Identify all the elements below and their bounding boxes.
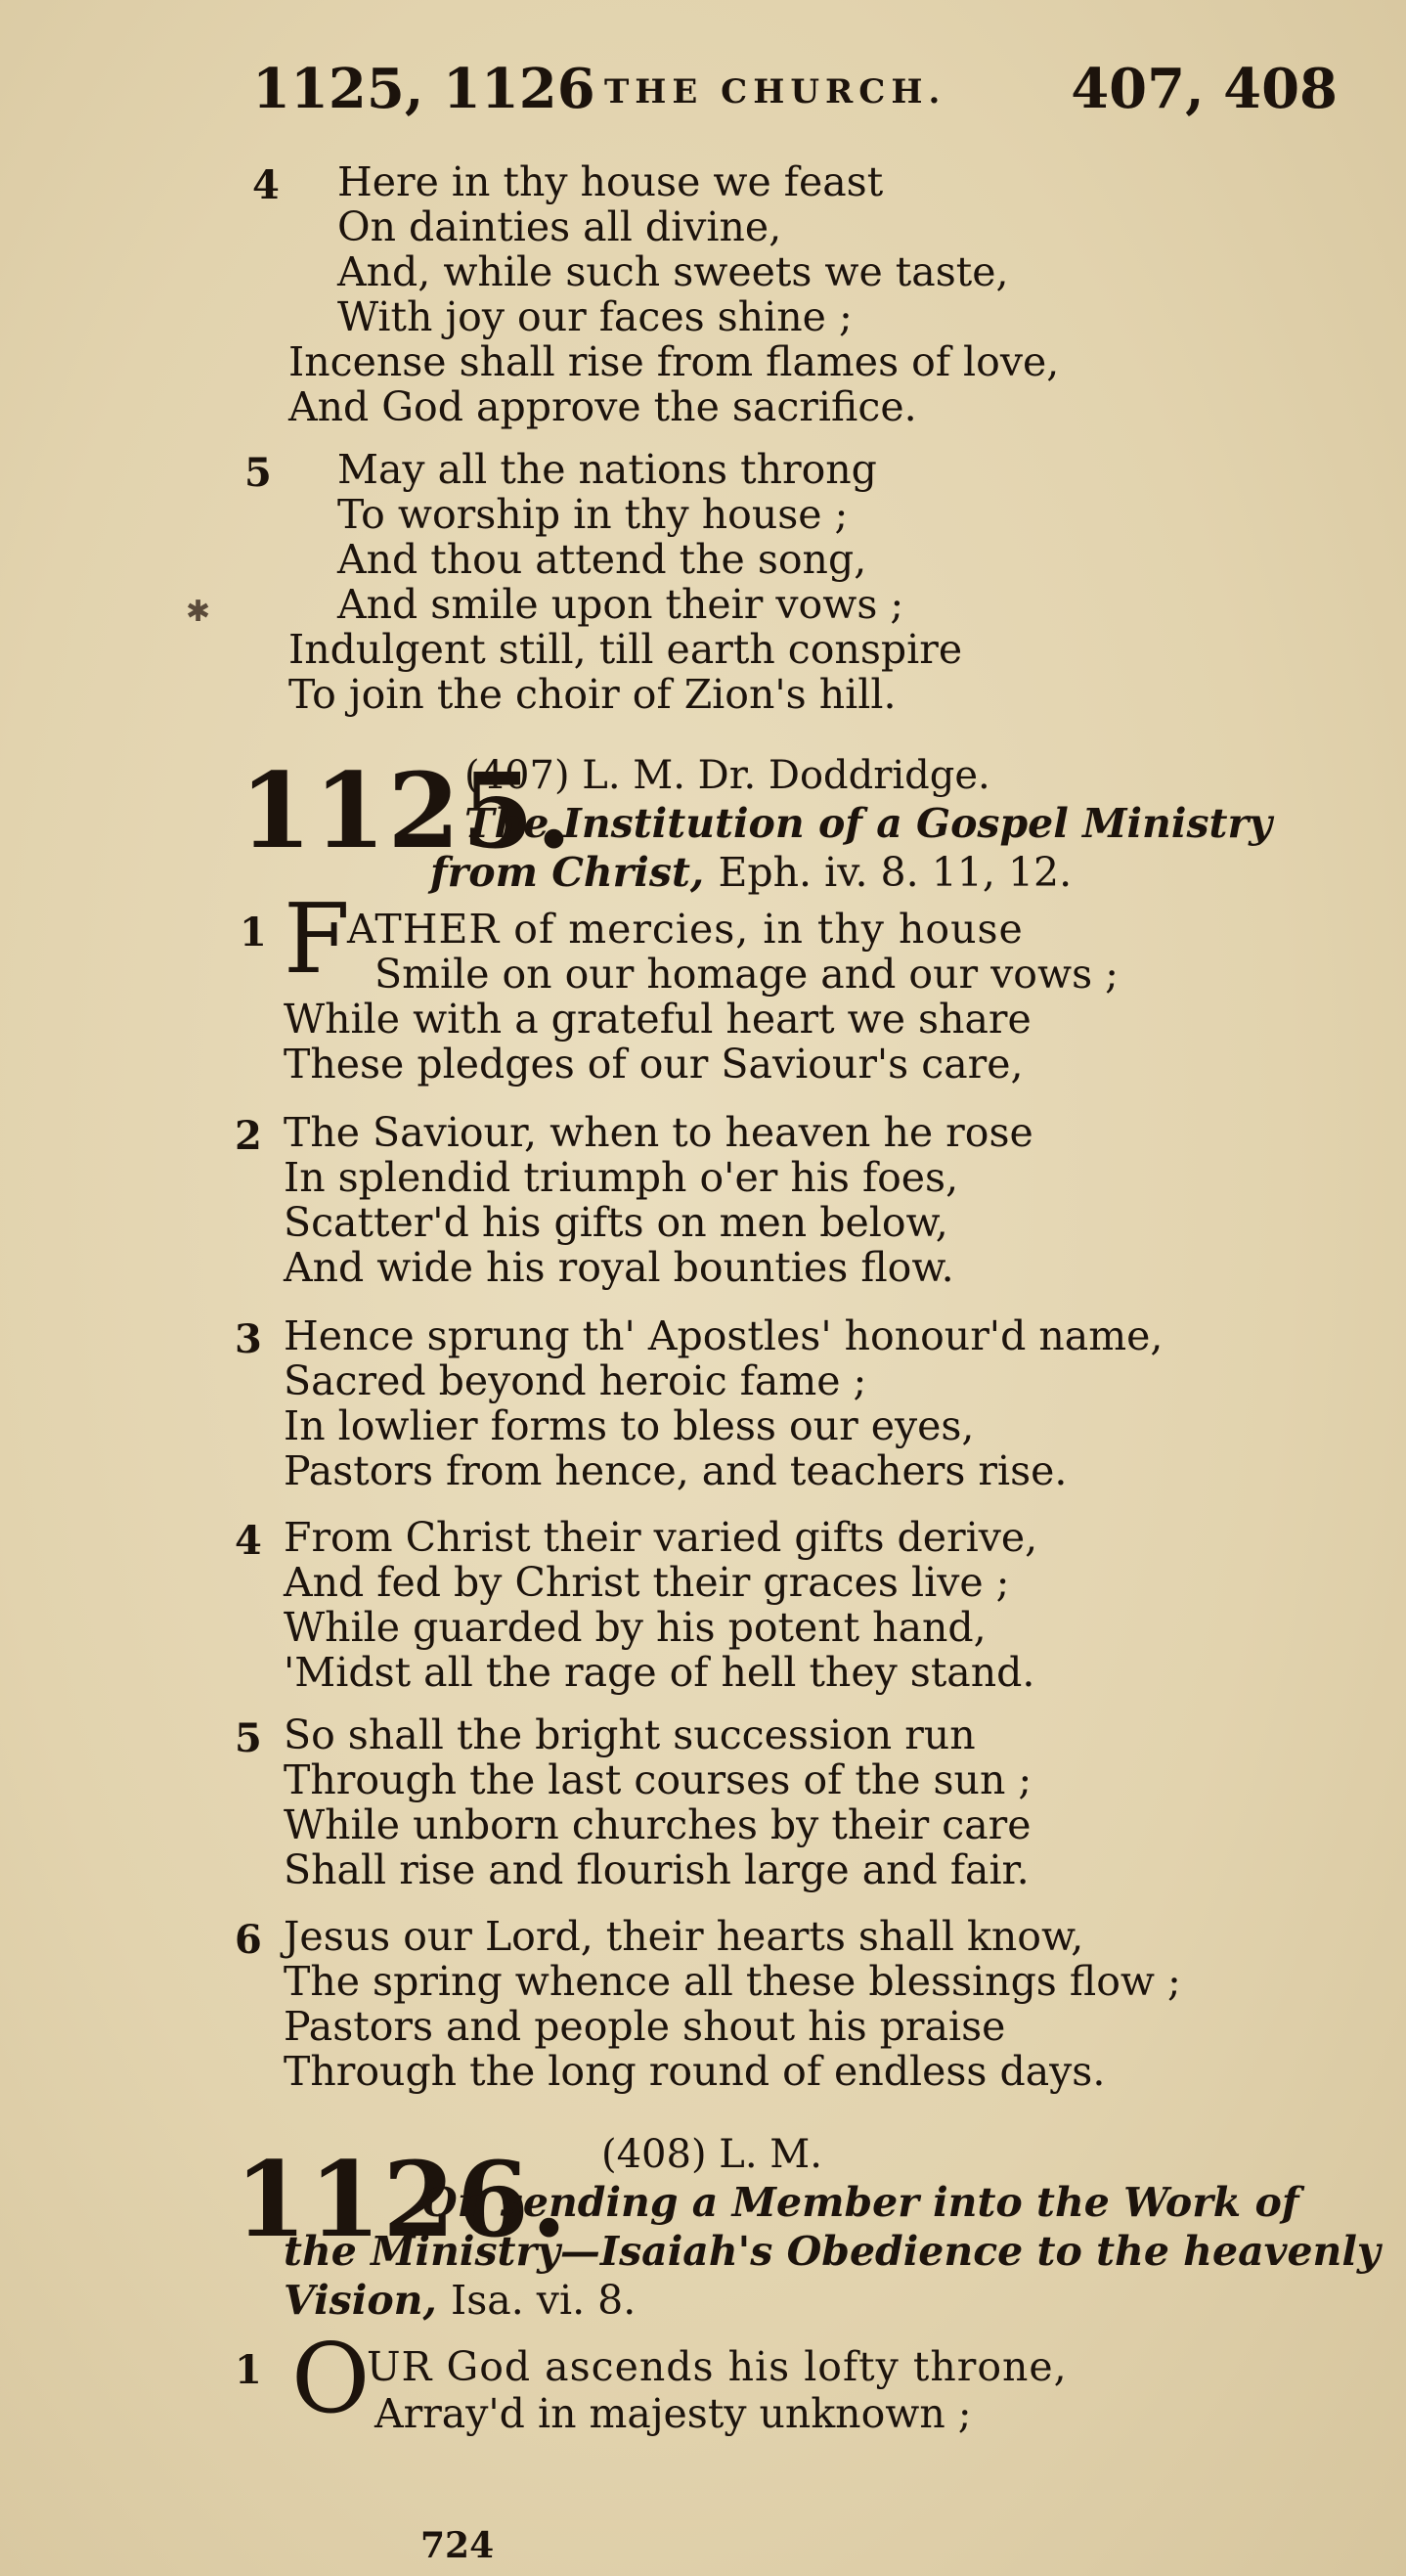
verse-number: 3 <box>235 1316 262 1362</box>
verse-line: Sacred beyond heroic fame ; <box>284 1357 867 1404</box>
hymn-title-continued: the Ministry—Isaiah's Obedience to the heavenly <box>284 2228 1381 2275</box>
verse-number: 4 <box>252 162 280 208</box>
running-header <box>252 57 1338 125</box>
verse-number: 4 <box>235 1518 262 1564</box>
verse-line: Array'd in majesty unknown ; <box>374 2390 972 2437</box>
verse-number: 5 <box>235 1715 262 1761</box>
verse-line: To join the choir of Zion's hill. <box>288 671 897 718</box>
verse-line: From Christ their varied gifts derive, <box>284 1514 1038 1561</box>
hymn-meta: (408) L. M. <box>601 2132 822 2177</box>
hymn-title: On sending a Member into the Work of <box>422 2179 1299 2226</box>
verse-number: 6 <box>235 1917 262 1963</box>
verse-line: Pastors and people shout his praise <box>284 2003 1006 2050</box>
verse-line: May all the nations throng <box>337 446 877 493</box>
verse-line: Hence sprung th' Apostles' honour'd name, <box>284 1312 1164 1359</box>
verse-line: In splendid triumph o'er his foes, <box>284 1154 959 1201</box>
verse-line: In lowlier forms to bless our eyes, <box>284 1402 975 1449</box>
verse-line: The spring whence all these blessings flow ; <box>284 1958 1181 2005</box>
scripture-reference: Isa. vi. 8. <box>451 2277 637 2324</box>
verse-line: And, while such sweets we taste, <box>337 248 1009 295</box>
verse-line: And smile upon their vows ; <box>337 581 904 628</box>
page-folio: 724 <box>420 2525 495 2566</box>
verse-line: While guarded by his potent hand, <box>284 1604 987 1651</box>
verse-line: Pastors from hence, and teachers rise. <box>284 1447 1068 1494</box>
verse-line: Smile on our homage and our vows ; <box>374 951 1119 998</box>
verse-line: 'Midst all the rage of hell they stand. <box>284 1649 1035 1696</box>
hymn-title-continued: from Christ, Eph. iv. 8. 11, 12. <box>430 849 1073 896</box>
verse-line: With joy our faces shine ; <box>337 293 853 340</box>
verse-number: 5 <box>244 450 272 496</box>
verse-line: And God approve the sacrifice. <box>288 383 917 430</box>
verse-line: UR God ascends his lofty throne, <box>367 2343 1068 2390</box>
hymn-title-end: Vision, Isa. vi. 8. <box>284 2277 637 2324</box>
verse-line: And thou attend the song, <box>337 536 867 583</box>
verse-line: And wide his royal bounties flow. <box>284 1244 954 1291</box>
verse-number: 1 <box>240 910 267 955</box>
verse-line: To worship in thy house ; <box>337 491 849 538</box>
header-hymn-numbers: 1125, 1126 <box>252 57 595 121</box>
verse-line: The Saviour, when to heaven he rose <box>284 1109 1033 1156</box>
verse-line: And fed by Christ their graces live ; <box>284 1559 1010 1606</box>
header-section-title: THE CHURCH. <box>604 72 946 111</box>
hymn-title: The Institution of a Gospel Ministry <box>464 800 1272 847</box>
hymn-number: 1125. <box>240 749 574 871</box>
verse-line: Indulgent still, till earth conspire <box>288 626 963 673</box>
verse-line: So shall the bright succession run <box>284 1711 976 1758</box>
drop-cap: O <box>291 2324 371 2435</box>
verse-line: Incense shall rise from flames of love, <box>288 338 1060 385</box>
hymn-number: 1126. <box>235 2138 569 2260</box>
verse-line: Through the last courses of the sun ; <box>284 1756 1033 1803</box>
header-page-numbers: 407, 408 <box>1071 57 1338 121</box>
verse-line: Shall rise and flourish large and fair. <box>284 1846 1030 1893</box>
scripture-reference: Eph. iv. 8. 11, 12. <box>718 849 1073 896</box>
verse-line: Through the long round of endless days. <box>284 2048 1106 2095</box>
verse-line: While with a grateful heart we share <box>284 996 1032 1043</box>
verse-line: Here in thy house we feast <box>337 158 884 205</box>
verse-number: 2 <box>235 1113 262 1159</box>
verse-line: Jesus our Lord, their hearts shall know, <box>284 1913 1084 1960</box>
margin-mark: ✱ <box>186 595 211 629</box>
verse-line: On dainties all divine, <box>337 203 782 250</box>
verse-line: While unborn churches by their care <box>284 1801 1032 1848</box>
drop-cap: F <box>284 884 350 996</box>
verse-line: These pledges of our Saviour's care, <box>284 1041 1024 1088</box>
hymn-meta: (407) L. M. Dr. Doddridge. <box>464 753 990 798</box>
verse-number: 1 <box>235 2347 262 2393</box>
verse-line: Scatter'd his gifts on men below, <box>284 1199 948 1246</box>
verse-line: ATHER of mercies, in thy house <box>347 906 1024 953</box>
